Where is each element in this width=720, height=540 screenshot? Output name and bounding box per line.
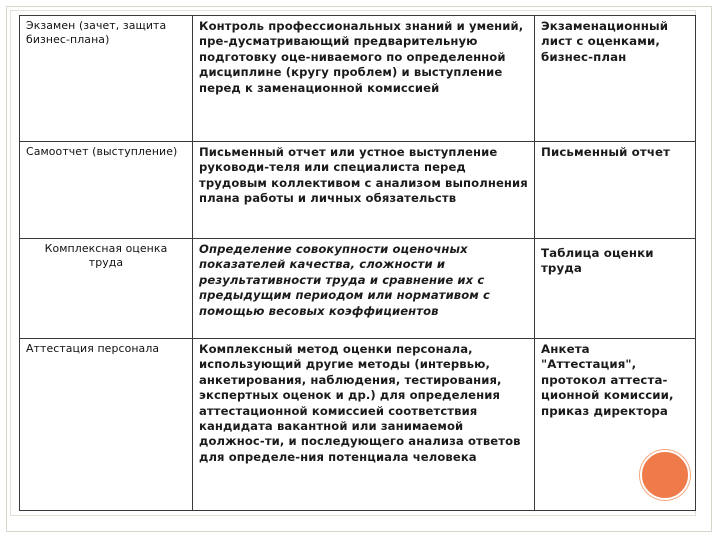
- table-row: [20, 239, 696, 339]
- content-cell: Комплексный метод оценки персонала, использующий другие методы (интервью, анкетирования, наблюдения, тестирования, экспертных оценок и др.) для определения аттестационной комиссией соответствия кандидата вакантной или занимаемой должнос-ти, и последующего анализа ответов для определе-ния потенциала человека: [193, 339, 535, 511]
- form-cell: Самоотчет (выступление): [20, 142, 193, 239]
- content-cell: Письменный отчет или устное выступление руководи-теля или специалиста перед трудовым коллективом с анализом выполнения плана работы и личных обязательств: [193, 142, 535, 239]
- decorative-circle: [640, 450, 690, 500]
- table-row: [20, 16, 696, 142]
- content-cell: Определение совокупности оценочных показателей качества, сложности и результативности труда и сравнение их с предыдущим периодом или нормативом с помощью весовых коэффициентов: [193, 239, 535, 339]
- content-cell: Контроль профессиональных знаний и умений, пре-дусматривающий предварительную подготовку оце-ниваемого по определенной дисциплине (кругу проблем) и выступление перед к заменационной комиссией: [193, 16, 535, 142]
- document-cell: Письменный отчет: [535, 142, 696, 239]
- table-row: [20, 142, 696, 239]
- form-cell: Аттестация персонала: [20, 339, 193, 511]
- document-cell: Таблица оценки труда: [535, 239, 696, 339]
- table-row: [20, 339, 696, 511]
- assessment-methods-table: [19, 15, 696, 511]
- form-cell: Экзамен (зачет, защита бизнес-плана): [20, 16, 193, 142]
- document-cell: Экзаменационный лист с оценками, бизнес-план: [535, 16, 696, 142]
- document-cell: Анкета "Аттестация", протокол аттеста-ционной комиссии, приказ директора: [535, 339, 696, 511]
- form-cell: Комплексная оценка труда: [20, 239, 193, 339]
